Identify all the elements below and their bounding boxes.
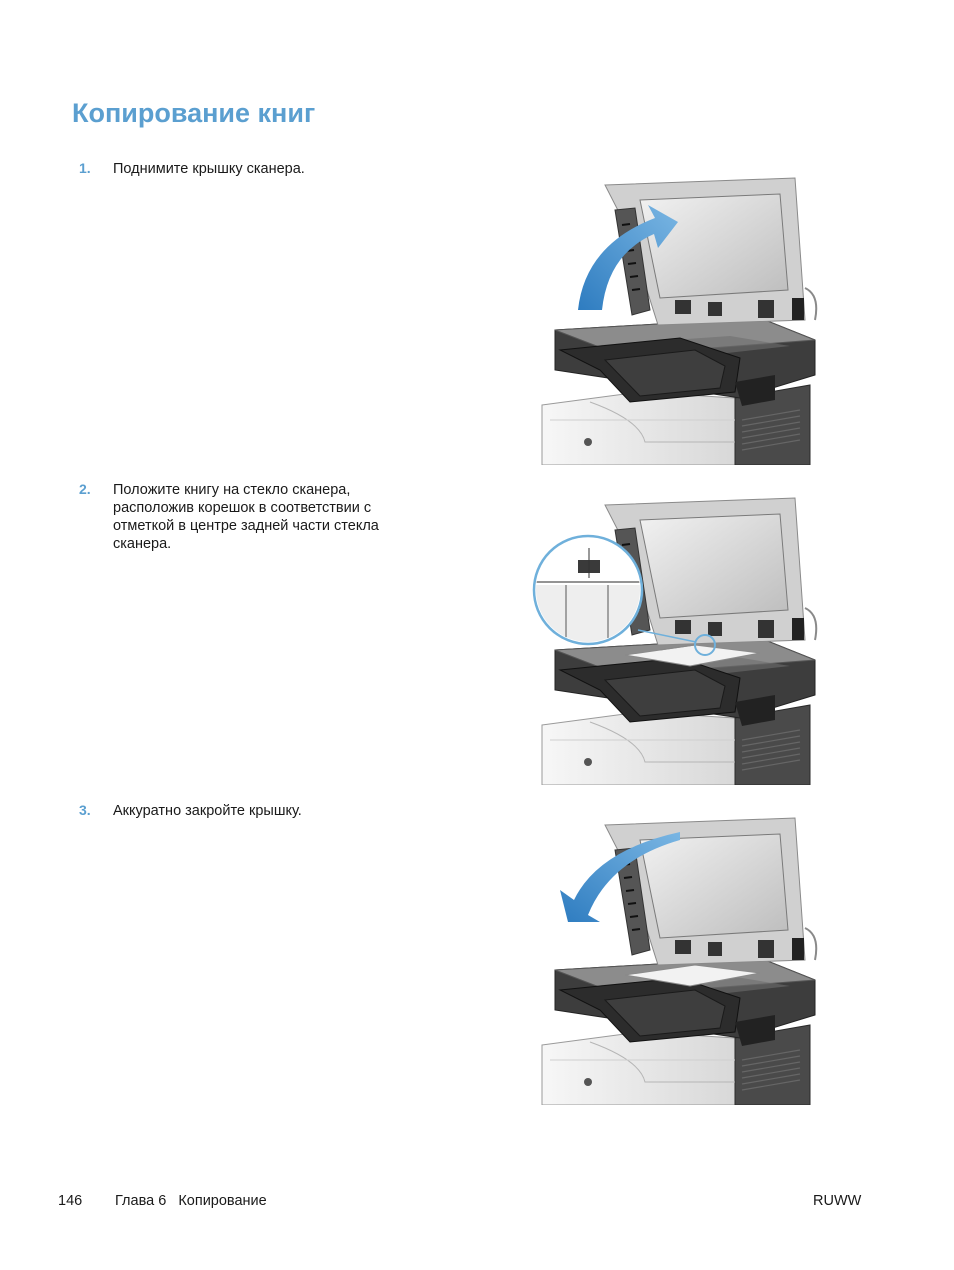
step-3-illustration [530,810,820,1105]
printer-lid-open-image [530,170,820,465]
step-1-number: 1. [79,160,91,176]
step-3-text: Аккуратно закройте крышку. [113,803,302,819]
printer-book-placement-image [530,490,820,785]
footer-locale: RUWW [813,1193,862,1209]
page-title: Копирование книг [72,98,316,128]
page-number: 146 [58,1193,83,1209]
step-2-text: Положите книгу на стекло сканера, расположив корешок в соответствии с отметкой в центре задней части стекла сканера. [113,482,379,552]
step-2-number: 2. [79,481,91,497]
step-3-number: 3. [79,802,91,818]
step-2-illustration [530,490,820,785]
footer-chapter: Глава 6 Копирование [115,1193,267,1209]
step-1-illustration [530,170,820,465]
step-1-text: Поднимите крышку сканера. [113,161,305,177]
printer-lid-close-image [530,810,820,1105]
